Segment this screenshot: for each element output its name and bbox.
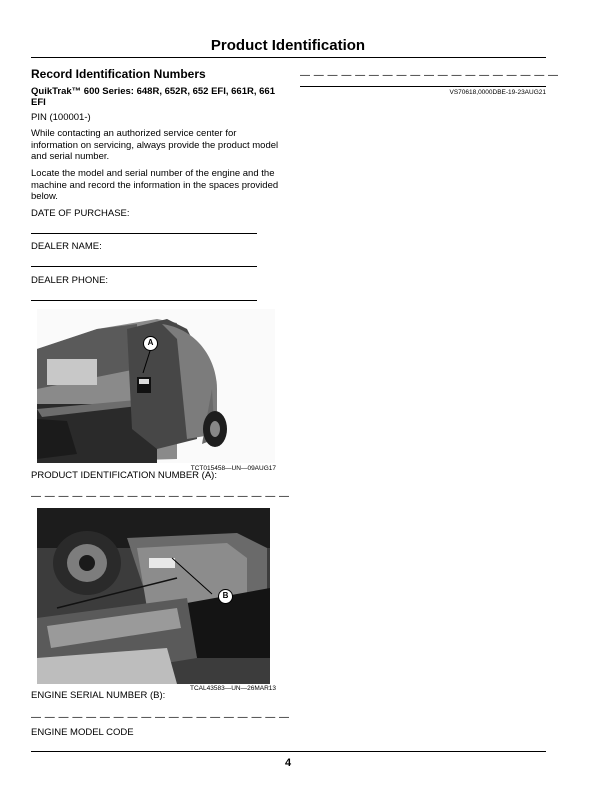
- machine-pin-illustration: [37, 309, 275, 463]
- engine-serial-blank: — — — — — — — — — — — — — — — — — — —: [31, 712, 290, 723]
- right-blank: — — — — — — — — — — — — — — — — — — —: [300, 70, 559, 81]
- pin-label: PRODUCT IDENTIFICATION NUMBER (A):: [31, 470, 217, 481]
- photo2-caption: TCAL43583—UN—26MAR13: [190, 685, 276, 692]
- dealer-phone-blank: [31, 300, 257, 301]
- pin-blank: — — — — — — — — — — — — — — — — — — —: [31, 491, 290, 502]
- reference-code: VS70618,0000DBE-19-23AUG21: [449, 89, 546, 96]
- callout-a: A: [143, 336, 158, 351]
- date-of-purchase-label: DATE OF PURCHASE:: [31, 208, 130, 219]
- section-heading: Record Identification Numbers: [31, 67, 206, 81]
- dealer-phone-label: DEALER PHONE:: [31, 275, 109, 286]
- machine-pin-photo: [37, 309, 275, 463]
- engine-model-label: ENGINE MODEL CODE: [31, 727, 134, 738]
- date-of-purchase-blank: [31, 233, 257, 234]
- model-subheading: QuikTrak™ 600 Series: 648R, 652R, 652 EFI, 661R, 661 EFI: [31, 86, 275, 108]
- footer-rule: [31, 751, 546, 752]
- page-number: 4: [284, 757, 292, 769]
- right-rule: [300, 86, 546, 87]
- header-rule: [31, 57, 546, 58]
- engine-serial-label: ENGINE SERIAL NUMBER (B):: [31, 690, 166, 701]
- page-title: Product Identification: [210, 37, 366, 54]
- locate-paragraph: Locate the model and serial number of the engine and the machine and record the information in the spaces provided below.: [31, 168, 279, 202]
- pin-range: PIN (100001-): [31, 112, 91, 123]
- engine-illustration: [37, 508, 270, 684]
- intro-paragraph: While contacting an authorized service center for information on servicing, always provide the product model and serial number.: [31, 128, 279, 162]
- dealer-name-label: DEALER NAME:: [31, 241, 102, 252]
- callout-b: B: [218, 589, 233, 604]
- engine-serial-photo: [37, 508, 270, 684]
- dealer-name-blank: [31, 266, 257, 267]
- photo1-caption: TCT015458—UN—09AUG17: [190, 465, 276, 472]
